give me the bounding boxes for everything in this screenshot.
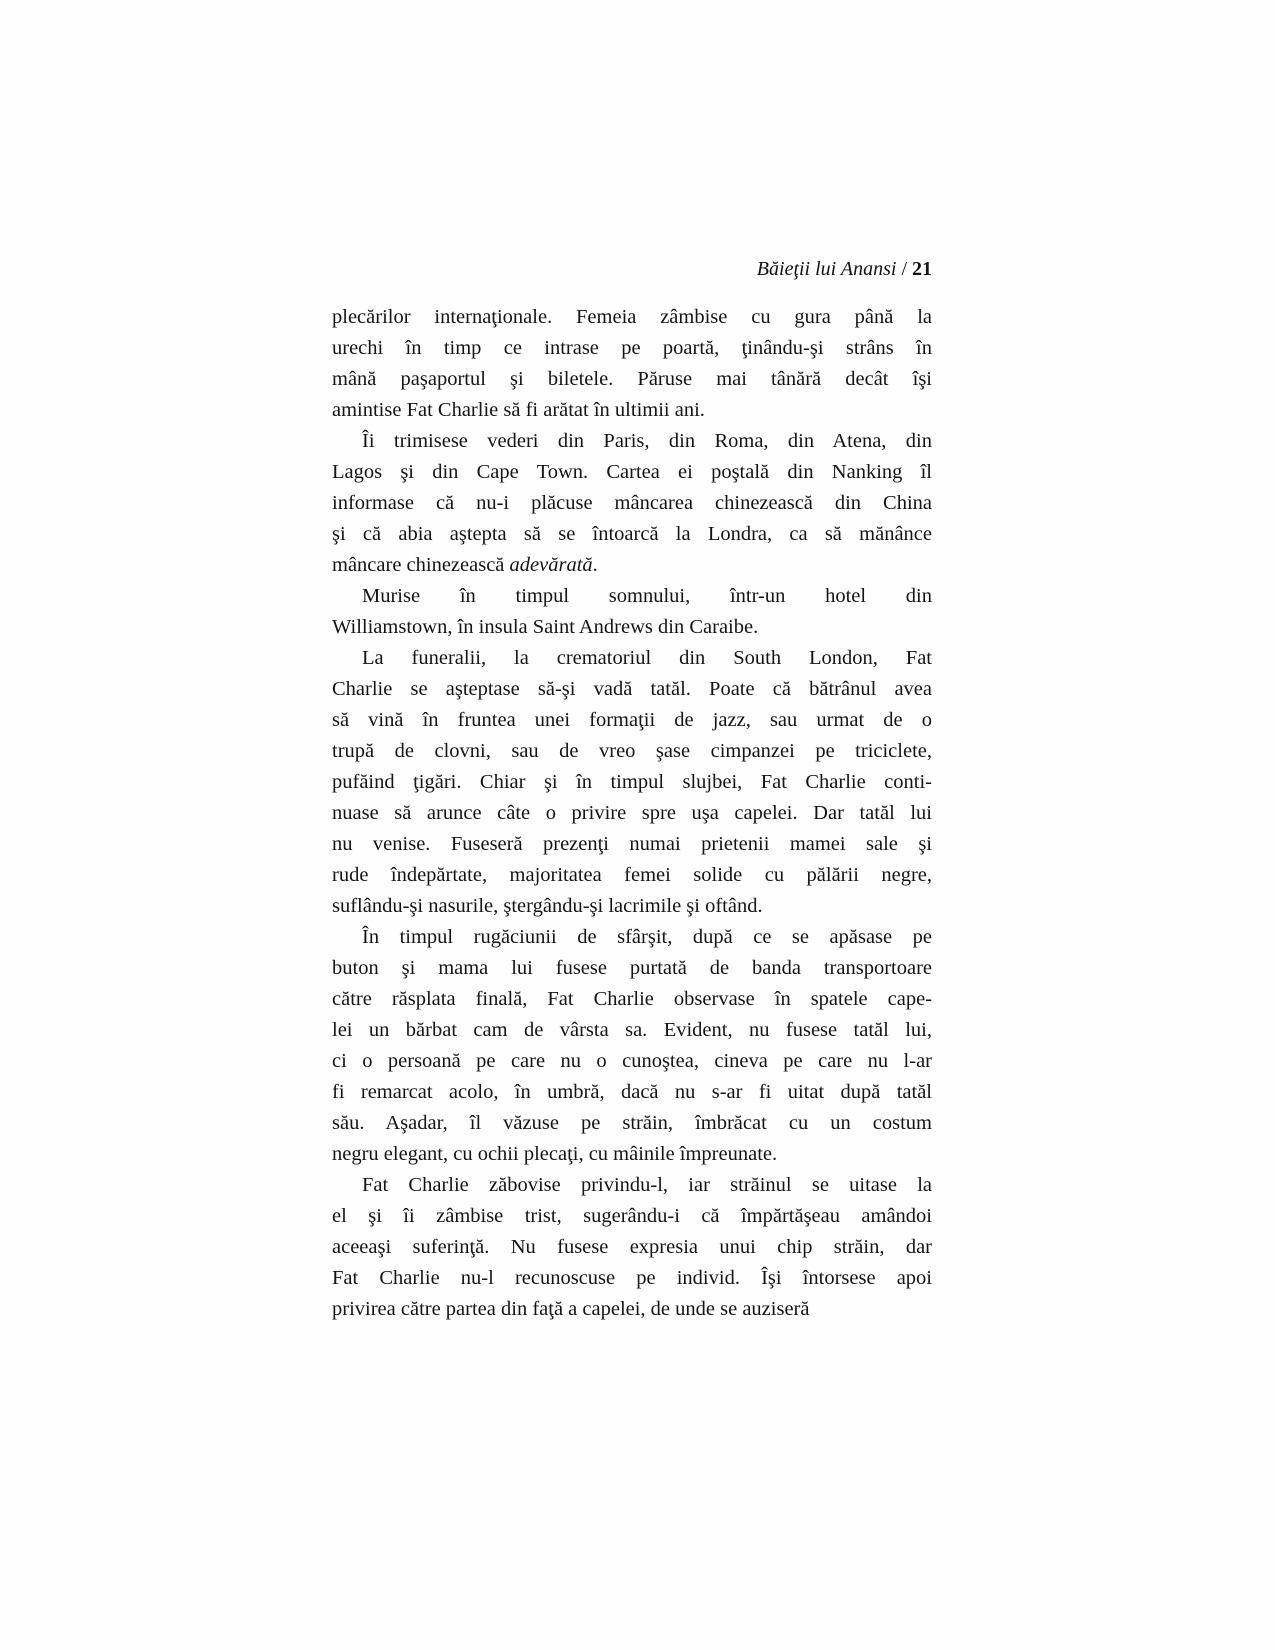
text-line: Williamstown, în insula Saint Andrews din Caraibe. [332,616,759,638]
text-line: Charlie se aşteptase să-şi vadă tatăl. Poate că bătrânul avea [332,678,932,700]
text-line: suflându-şi nasurile, ştergându-şi lacrimile şi oftând. [332,895,763,917]
text-line: La funeralii, la crematoriul din South London, Fat [362,647,932,669]
text-line: ci o persoană pe care nu o cunoştea, cineva pe care nu l-ar [332,1050,932,1072]
text-line: negru elegant, cu ochii plecaţi, cu mâinile împreunate. [332,1143,778,1165]
text-line: Lagos şi din Cape Town. Cartea ei poştală din Nanking îl [332,461,932,483]
paragraph [332,1170,932,1325]
paragraph [332,643,932,922]
italic-text: adevărată [509,554,593,576]
text-line: În timpul rugăciunii de sfârşit, după ce se apăsase pe [362,926,932,948]
text-line: rude îndepărtate, majoritatea femei solide cu pălării negre, [332,864,932,886]
text-line: el şi îi zâmbise trist, sugerându-i că împărtăşeau amândoi [332,1205,932,1227]
text-line: fi remarcat acolo, în umbră, dacă nu s-ar fi uitat după tatăl [332,1081,932,1103]
running-header [332,256,932,282]
text-line: plecărilor internaţionale. Femeia zâmbise cu gura până la [332,306,932,328]
book-title: Băieţii lui Anansi [756,258,897,280]
text-line: către răsplata finală, Fat Charlie observase în spatele cape- [332,988,932,1010]
text-line: Fat Charlie zăbovise privindu-l, iar străinul se uitase la [362,1174,932,1196]
text-line: Îi trimisese vederi din Paris, din Roma, din Atena, din [362,430,932,452]
paragraph [332,302,932,426]
text-line: mână paşaportul şi biletele. Păruse mai tânără decât îşi [332,368,932,390]
text-line: buton şi mama lui fusese purtată de banda transportoare [332,957,932,979]
text-line: privirea către partea din faţă a capelei, de unde se auziseră [332,1298,810,1320]
page-number: 21 [912,258,932,280]
text-segment: mâncare chinezească [332,554,510,576]
text-line: trupă de clovni, sau de vreo şase cimpanzei pe triciclete, [332,740,932,762]
text-line: şi că abia aştepta să se întoarcă la Londra, ca să mănânce [332,523,932,545]
text-line: său. Aşadar, îl văzuse pe străin, îmbrăcat cu un costum [332,1112,932,1134]
text-block [332,256,932,1325]
text-segment: . [592,554,598,576]
text-line: Murise în timpul somnului, într-un hotel din [362,585,932,607]
text-line: Fat Charlie nu-l recunoscuse pe individ. Îşi întorsese apoi [332,1267,932,1289]
text-line: nu venise. Fuseseră prezenţi numai prietenii mamei sale şi [332,833,932,855]
text-line [332,550,932,581]
page-text [332,302,932,1325]
text-line: să vină în fruntea unei formaţii de jazz, sau urmat de o [332,709,932,731]
paragraph [332,581,932,643]
text-line: amintise Fat Charlie să fi arătat în ultimii ani. [332,399,705,421]
paragraph [332,922,932,1170]
text-line: urechi în timp ce intrase pe poartă, ţinându-şi strâns în [332,337,932,359]
text-line: nuase să arunce câte o privire spre uşa capelei. Dar tatăl lui [332,802,932,824]
text-line: pufăind ţigări. Chiar şi în timpul slujbei, Fat Charlie conti- [332,771,932,793]
header-separator: / [896,258,912,280]
text-line: aceeaşi suferinţă. Nu fusese expresia unui chip străin, dar [332,1236,932,1258]
text-line: informase că nu-i plăcuse mâncarea chinezească din China [332,492,932,514]
text-line: lei un bărbat cam de vârsta sa. Evident, nu fusese tatăl lui, [332,1019,932,1041]
paragraph [332,426,932,581]
